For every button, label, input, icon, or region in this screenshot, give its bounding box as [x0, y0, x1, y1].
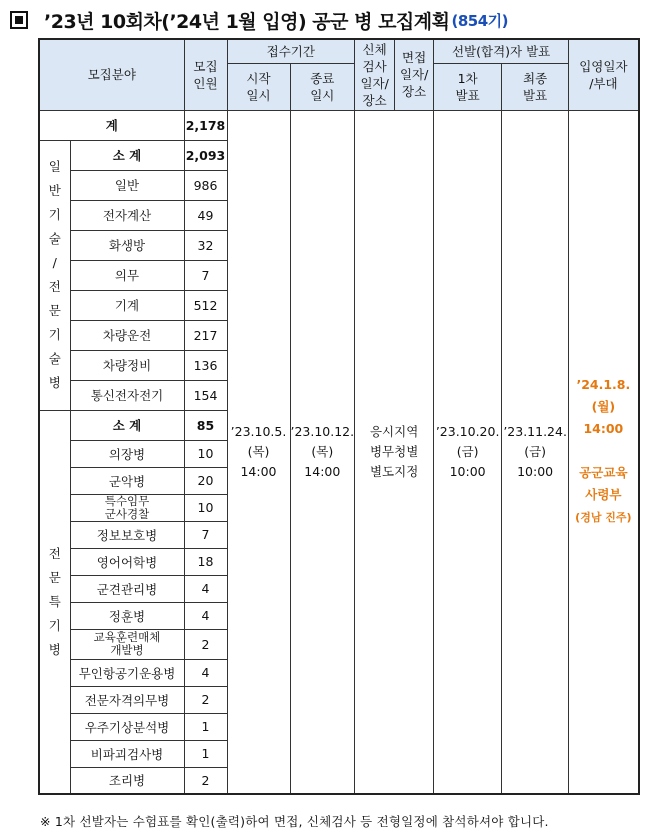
square-bullet-icon	[10, 11, 28, 29]
table-row-name: 군견관리병	[70, 575, 184, 602]
table-row-name: 화생방	[70, 230, 184, 260]
table-row-count: 986	[184, 170, 227, 200]
title-cohort: (854기)	[451, 11, 509, 30]
table-row-count: 10	[184, 494, 227, 521]
table-row-name: 의장병	[70, 440, 184, 467]
header-announce: 선발(합격)자 발표	[434, 39, 569, 63]
end-datetime: ’23.10.12. (목) 14:00	[290, 110, 355, 794]
table-row-count: 154	[184, 380, 227, 410]
table-row-name: 우주기상분석병	[70, 713, 184, 740]
header-field: 모집분야	[39, 39, 184, 110]
table-row-count: 2	[184, 686, 227, 713]
table-row-name: 정보보호병	[70, 521, 184, 548]
table-row-name: 차량운전	[70, 320, 184, 350]
table-row-count: 4	[184, 602, 227, 629]
total-count: 2,178	[184, 110, 227, 140]
table-row-count: 1	[184, 713, 227, 740]
special-subtotal-count: 85	[184, 410, 227, 440]
table-row-name: 군악병	[70, 467, 184, 494]
table-row-name: 특수임무 군사경찰	[70, 494, 184, 521]
table-row-count: 18	[184, 548, 227, 575]
exam-location: 응시지역 병무청별 별도지정	[355, 110, 434, 794]
table-row-count: 7	[184, 521, 227, 548]
header-start: 시작 일시	[227, 63, 290, 110]
final-announce-date: ’23.11.24. (금) 10:00	[502, 110, 569, 794]
header-recruit: 모집 인원	[184, 39, 227, 110]
table-row-count: 2	[184, 629, 227, 659]
table-row-count: 136	[184, 350, 227, 380]
table-row-name: 무인항공기운용병	[70, 659, 184, 686]
header-first: 1차 발표	[434, 63, 502, 110]
header-physical: 신체 검사 일자/ 장소	[355, 39, 395, 110]
table-row-count: 10	[184, 440, 227, 467]
table-row-name: 정훈병	[70, 602, 184, 629]
footnote: ※ 1차 선발자는 수험표를 확인(출력)하여 면접, 신체검사 등 전형일정에 참석하셔야 합니다.	[40, 814, 549, 829]
table-row-count: 4	[184, 575, 227, 602]
header-end: 종료 일시	[290, 63, 355, 110]
header-enlist: 입영일자 /부대	[569, 39, 639, 110]
table-row-name: 전자계산	[70, 200, 184, 230]
table-row-name: 일반	[70, 170, 184, 200]
table-row-name: 차량정비	[70, 350, 184, 380]
header-final: 최종 발표	[502, 63, 569, 110]
table-row-name: 교육훈련매체 개발병	[70, 629, 184, 659]
table-row-count: 1	[184, 740, 227, 767]
special-subtotal-label: 소 계	[70, 410, 184, 440]
header-interview: 면접 일자/ 장소	[395, 39, 434, 110]
general-subtotal-count: 2,093	[184, 140, 227, 170]
page-title	[10, 4, 508, 36]
table-row-name: 통신전자전기	[70, 380, 184, 410]
table-row-name: 조리병	[70, 767, 184, 794]
table-row-count: 7	[184, 260, 227, 290]
header-period: 접수기간	[227, 39, 355, 63]
table-row-count: 512	[184, 290, 227, 320]
start-datetime: ’23.10.5. (목) 14:00	[227, 110, 290, 794]
table-row-count: 20	[184, 467, 227, 494]
table-row-name: 영어어학병	[70, 548, 184, 575]
table-row-name: 비파괴검사병	[70, 740, 184, 767]
general-category: 일 반 기 술 / 전 문 기 술 병	[39, 140, 70, 410]
first-announce-date: ’23.10.20. (금) 10:00	[434, 110, 502, 794]
recruitment-table	[38, 38, 640, 795]
table-row-count: 49	[184, 200, 227, 230]
table-row-count: 217	[184, 320, 227, 350]
total-label: 계	[39, 110, 184, 140]
enlist-info: ’24.1.8. (월) 14:00 공군교육 사령부 (경남 진주)	[569, 110, 639, 794]
special-category: 전 문 특 기 병	[39, 410, 70, 794]
title-main: ’23년 10회차(’24년 1월 입영) 공군 병 모집계획	[44, 10, 450, 33]
table-row-name: 기계	[70, 290, 184, 320]
table-row-name: 전문자격의무병	[70, 686, 184, 713]
table-row-name: 의무	[70, 260, 184, 290]
table-row-count: 4	[184, 659, 227, 686]
table-row-count: 32	[184, 230, 227, 260]
general-subtotal-label: 소 계	[70, 140, 184, 170]
table-row-count: 2	[184, 767, 227, 794]
